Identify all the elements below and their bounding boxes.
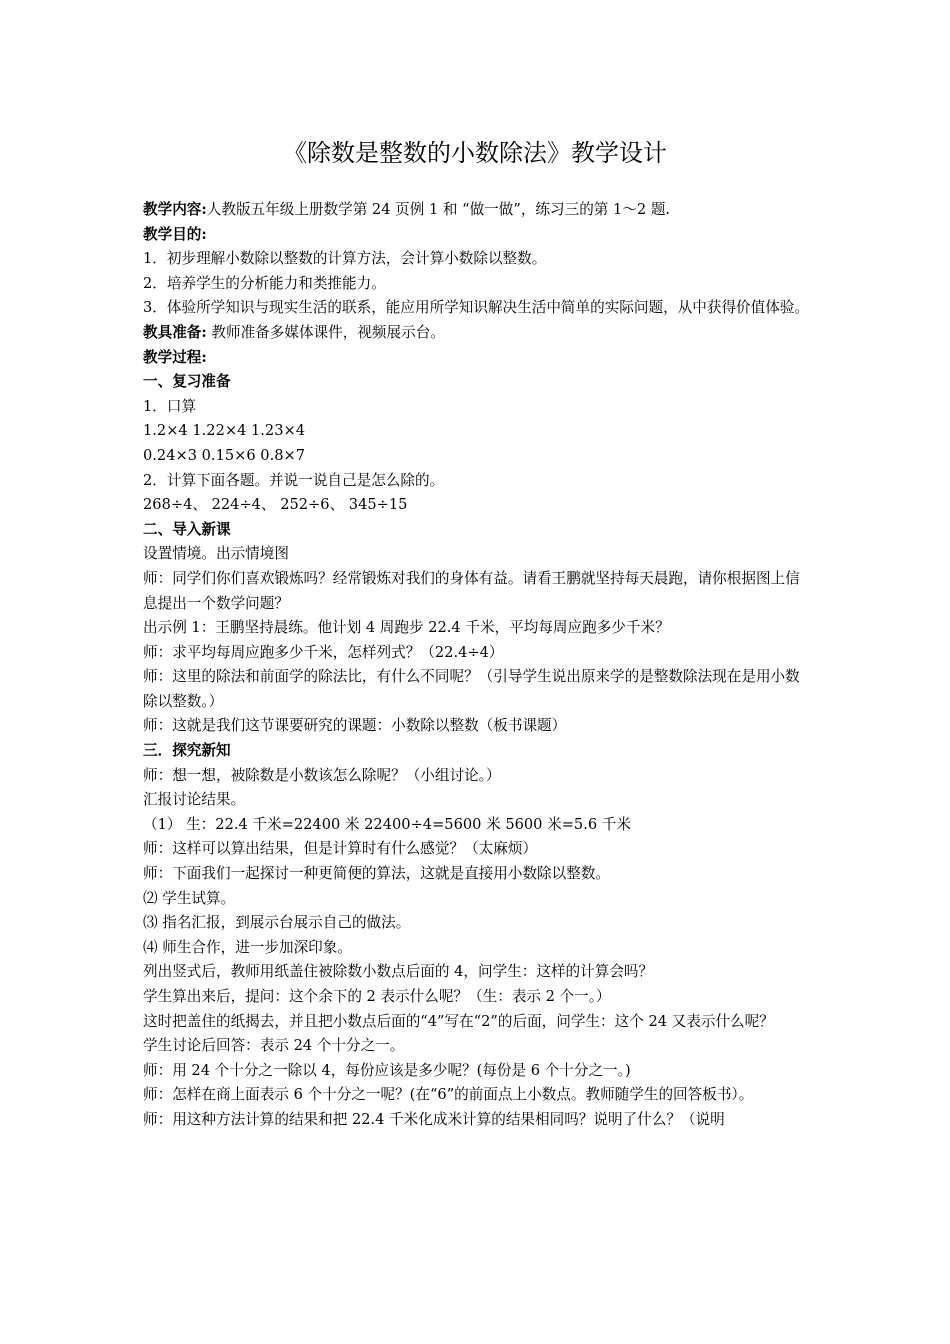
explore-line: ⑵ 学生试算。 xyxy=(143,889,236,907)
intro-line: 出示例 1：王鹏坚持晨练。他计划 4 周跑步 22.4 千米，平均每周应跑多少千米？ xyxy=(143,619,670,637)
goal-item: 3．体验所学知识与现实生活的联系，能应用所学知识解决生活中简单的实际问题，从中获得价值体验。 xyxy=(143,299,810,317)
teaching-content-label: 教学内容: xyxy=(143,201,207,218)
teaching-tools-text: 教师准备多媒体课件，视频展示台。 xyxy=(206,323,445,341)
teaching-tools-label: 教具准备: xyxy=(143,323,207,341)
explore-line: 师：这样可以算出结果，但是计算时有什么感觉？（太麻烦） xyxy=(143,840,538,858)
teaching-content xyxy=(143,198,811,223)
goal-item: 2．培养学生的分析能力和类推能力。 xyxy=(143,274,386,292)
teaching-process-label: 教学过程: xyxy=(143,348,207,366)
section-heading-review: 一、复习准备 xyxy=(143,373,231,391)
explore-line: （1） 生：22.4 千米=22400 米 22400÷4=5600 米 5600 米=5.6 千米 xyxy=(143,815,631,833)
document-title: 《除数是整数的小数除法》教学设计 xyxy=(283,139,667,167)
review-line: 0.24×3 0.15×6 0.8×7 xyxy=(143,446,306,464)
explore-line: 列出竖式后，教师用纸盖住被除数小数点后面的 4，问学生：这样的计算会吗？ xyxy=(143,963,654,981)
explore-line: 这时把盖住的纸揭去，并且把小数点后面的“4”写在“2”的后面，问学生：这个 24 又表示什么呢？ xyxy=(143,1012,774,1030)
intro-line: 师：这就是我们这节课要研究的课题：小数除以整数（板书课题） xyxy=(143,717,567,735)
goal-item: 1．初步理解小数除以整数的计算方法，会计算小数除以整数。 xyxy=(143,250,547,268)
explore-line: 汇报讨论结果。 xyxy=(143,791,246,809)
section-heading-intro: 二、导入新课 xyxy=(143,520,231,538)
teaching-tools xyxy=(143,321,811,346)
explore-line: 学生讨论后回答：表示 24 个十分之一。 xyxy=(143,1037,405,1055)
intro-line: 师：同学们你们喜欢锻炼吗？经常锻炼对我们的身体有益。请看王鹏就坚持每天晨跑，请你根据图上信息提出一个数学问题？ xyxy=(143,569,800,612)
teaching-content-text: 人教版五年级上册数学第 24 页例 1 和 “做一做”，练习三的第 1～2 题. xyxy=(206,201,671,218)
section-heading-explore: 三．探究新知 xyxy=(143,742,231,760)
explore-line: 师：想一想，被除数是小数该怎么除呢？（小组讨论。） xyxy=(143,766,501,784)
explore-line: 师：下面我们一起探讨一种更简便的算法，这就是直接用小数除以整数。 xyxy=(143,865,611,883)
intro-line: 师：这里的除法和前面学的除法比，有什么不同呢？（引导学生说出原来学的是整数除法现在是用小数除以整数。） xyxy=(143,668,800,710)
intro-line: 师：求平均每周应跑多少千米，怎样列式？（22.4÷4） xyxy=(143,643,504,661)
document-body xyxy=(143,198,811,1133)
explore-line: 师：用这种方法计算的结果和把 22.4 千米化成米计算的结果相同吗？说明了什么？（说明 xyxy=(143,1110,725,1128)
explore-line: 师：怎样在商上面表示 6 个十分之一呢？(在“6”的前面点上小数点。教师随学生的回答板书）。 xyxy=(143,1086,754,1104)
review-line: 1．口算 xyxy=(143,397,197,415)
review-line: 268÷4、 224÷4、 252÷6、 345÷15 xyxy=(143,496,408,514)
intro-line: 设置情境。出示情境图 xyxy=(143,545,289,563)
explore-line: 师：用 24 个十分之一除以 4，每份应该是多少呢？(每份是 6 个十分之一。) xyxy=(143,1061,631,1079)
explore-line: ⑷ 师生合作，进一步加深印象。 xyxy=(143,938,352,956)
review-line: 2．计算下面各题。并说一说自己是怎么除的。 xyxy=(143,471,445,489)
explore-line: ⑶ 指名汇报，到展示台展示自己的做法。 xyxy=(143,914,411,932)
teaching-goals-label: 教学目的: xyxy=(143,225,207,243)
review-line: 1.2×4 1.22×4 1.23×4 xyxy=(143,422,306,440)
explore-line: 学生算出来后，提问：这个余下的 2 表示什么呢？（生：表示 2 个一。） xyxy=(143,988,611,1005)
